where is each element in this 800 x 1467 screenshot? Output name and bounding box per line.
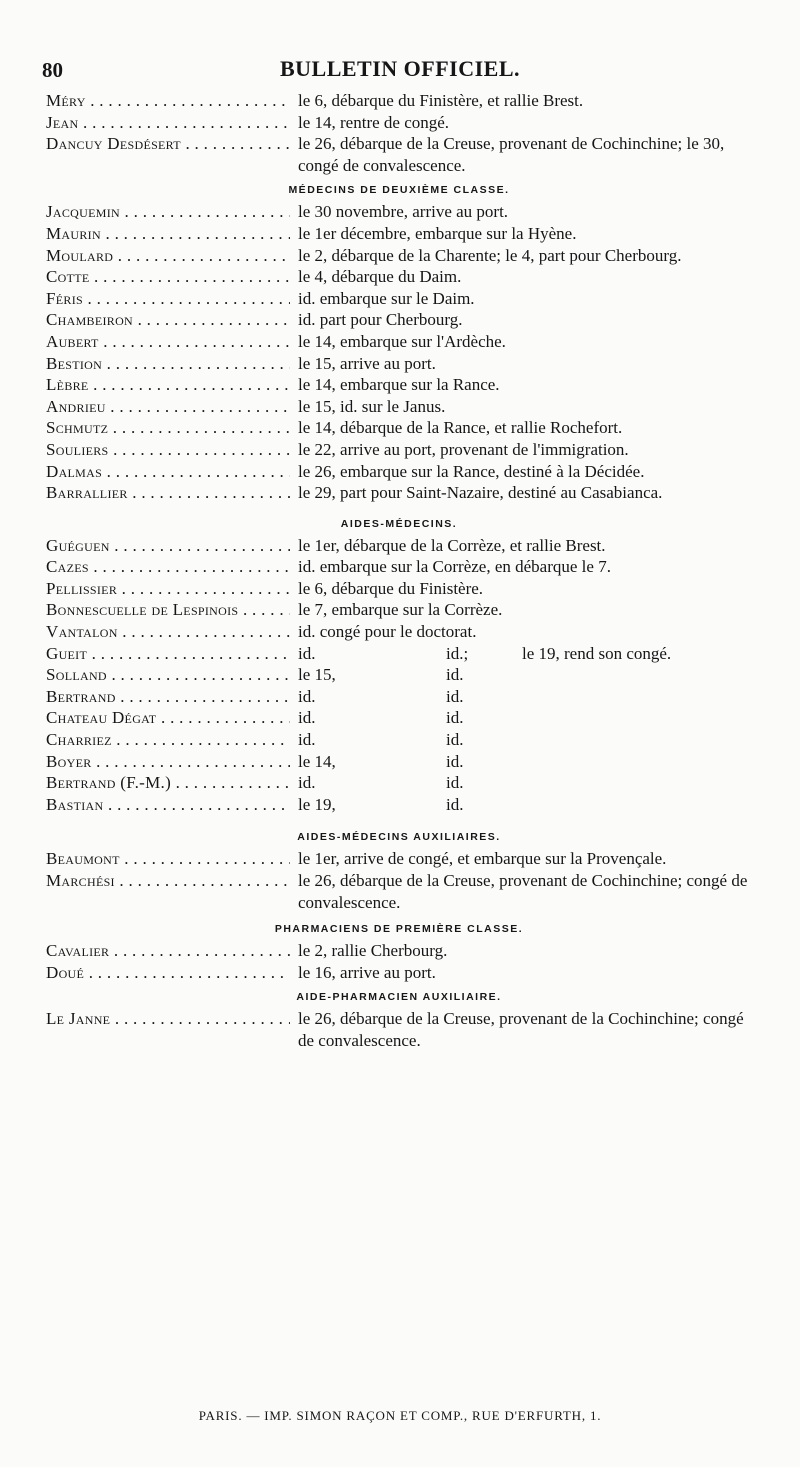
personnel-entry — [46, 133, 752, 176]
entry-description: le 14, embarque sur l'Ardèche. — [298, 331, 506, 351]
entries-block-3 — [46, 535, 752, 643]
entry-name — [46, 245, 290, 267]
entry-name — [46, 201, 290, 223]
entry-description: le 15, id. sur le Janus. — [298, 396, 446, 416]
personnel-entry — [46, 772, 752, 794]
personnel-entry — [46, 439, 752, 461]
entry-name — [46, 664, 290, 686]
section-heading: PHARMACIENS DE PREMIÈRE CLASSE. — [274, 923, 524, 936]
entry-name — [46, 870, 290, 892]
entry-name-text: Bonnescuelle de Lespinois . . . — [46, 600, 290, 619]
personnel-entry — [46, 396, 752, 418]
entry-date: id. — [298, 730, 316, 750]
entries-block-6 — [46, 1008, 752, 1051]
entries-block-2 — [46, 201, 752, 503]
entry-name-text: Jean . . . — [46, 113, 290, 132]
entry-name-text: Charriez . . . — [46, 730, 290, 749]
entry-name-text: Cotte . . . — [46, 267, 290, 286]
personnel-entry — [46, 794, 752, 816]
entry-name — [46, 288, 290, 310]
entry-description: le 15, arrive au port. — [298, 353, 436, 373]
entry-name-text: Souliers . . . — [46, 440, 290, 459]
entry-name-text: Féris . . . — [46, 289, 290, 308]
entries-block-5 — [46, 940, 752, 983]
entry-description — [290, 794, 752, 816]
entry-name-text: Bestion . . . — [46, 354, 290, 373]
personnel-entry — [46, 353, 752, 375]
entry-action: id. — [446, 730, 464, 750]
entry-date: id. — [298, 686, 316, 706]
entry-name-text: Doué . . . — [46, 963, 290, 982]
entry-description — [290, 729, 752, 751]
personnel-entry — [46, 461, 752, 483]
entry-name-text: Andrieu . . . — [46, 397, 290, 416]
entry-date: le 19, — [298, 794, 336, 814]
personnel-entry — [46, 962, 752, 984]
entry-description: le 30 novembre, arrive au port. — [298, 202, 509, 222]
entry-description: le 1er, débarque de la Corrèze, et rallie Brest. — [298, 535, 606, 555]
entry-name-text: Bastian . . . — [46, 795, 290, 814]
entry-action: id. — [446, 751, 464, 771]
entry-name — [46, 223, 290, 245]
personnel-entry — [46, 331, 752, 353]
entry-name-text: Moulard . . . — [46, 246, 290, 265]
entry-description: le 16, arrive au port. — [298, 962, 436, 982]
entry-name — [46, 439, 290, 461]
personnel-entry — [46, 707, 752, 729]
entry-name — [46, 535, 290, 557]
entry-name-text: Le Janne . . . — [46, 1009, 290, 1028]
entry-name — [46, 643, 290, 665]
section-heading: AIDES-MÉDECINS. — [340, 517, 458, 530]
entry-description: id. embarque sur la Corrèze, en débarque le 7. — [298, 557, 611, 577]
entry-name-text: Solland . . . — [46, 665, 290, 684]
entry-name — [46, 772, 290, 794]
personnel-entry — [46, 482, 752, 504]
entry-name-text: Méry . . . — [46, 91, 290, 110]
personnel-entry — [46, 686, 752, 708]
personnel-entry — [46, 201, 752, 223]
entry-description — [290, 707, 752, 729]
entry-name — [46, 331, 290, 353]
entry-description — [290, 686, 752, 708]
personnel-entry — [46, 417, 752, 439]
entry-description: le 1er décembre, embarque sur la Hyène. — [298, 223, 577, 243]
entry-description: le 29, part pour Saint-Nazaire, destiné au Casabianca. — [298, 483, 663, 503]
entry-action: id.; — [446, 643, 469, 663]
entry-name-text: Barrallier . . . — [46, 483, 290, 502]
entry-name — [46, 309, 290, 331]
entry-date: id. — [298, 773, 316, 793]
entry-name — [46, 962, 290, 984]
entry-name-text: Beaumont . . . — [46, 849, 290, 868]
entry-description: id. congé pour le doctorat. — [298, 622, 477, 642]
entries-block-1 — [46, 90, 752, 176]
entry-action: id. — [446, 708, 464, 728]
personnel-entry — [46, 729, 752, 751]
entry-date: id. — [298, 708, 316, 728]
entry-name-text: Jacquemin . . . — [46, 202, 290, 221]
entry-name — [46, 482, 290, 504]
personnel-entry — [46, 556, 752, 578]
entry-action: id. — [446, 794, 464, 814]
entry-description — [290, 751, 752, 773]
entry-name-text: Vantalon . . . — [46, 622, 290, 641]
entry-description: le 2, débarque de la Charente; le 4, part pour Cherbourg. — [298, 245, 682, 265]
personnel-entry — [46, 112, 752, 134]
entry-name — [46, 374, 290, 396]
personnel-entry — [46, 751, 752, 773]
entry-description: le 2, rallie Cherbourg. — [298, 941, 448, 961]
entries-block-4 — [46, 848, 752, 913]
entry-description — [290, 772, 752, 794]
page-number: 80 — [42, 58, 63, 82]
entry-action: id. — [446, 686, 464, 706]
entry-description: le 26, embarque sur la Rance, destiné à la Décidée. — [298, 461, 645, 481]
entry-name — [46, 621, 290, 643]
personnel-entry — [46, 664, 752, 686]
entry-name-text: Chambeiron . . . — [46, 310, 290, 329]
personnel-entry — [46, 599, 752, 621]
personnel-entry — [46, 223, 752, 245]
entry-description: id. part pour Cherbourg. — [298, 310, 463, 330]
entry-name — [46, 707, 290, 729]
entry-description: id. embarque sur le Daim. — [298, 288, 475, 308]
personnel-entry — [46, 309, 752, 331]
section-heading: MÉDECINS DE DEUXIÈME CLASSE. — [288, 184, 510, 197]
entry-name-text: Bertrand . . . — [46, 687, 290, 706]
running-title: BULLETIN OFFICIEL. — [279, 56, 521, 81]
personnel-entry — [46, 621, 752, 643]
personnel-entry — [46, 1008, 752, 1051]
entry-description: le 6, débarque du Finistère, et rallie Brest. — [298, 91, 584, 110]
entries-block-3-table — [46, 643, 752, 816]
entry-name-text: Chateau Dégat . . . — [46, 708, 290, 727]
entry-description: le 1er, arrive de congé, et embarque sur la Provençale. — [298, 849, 667, 869]
personnel-entry — [46, 870, 752, 913]
personnel-entry — [46, 848, 752, 870]
entry-name-text: Cazes . . . — [46, 557, 290, 576]
page-body — [46, 90, 752, 1052]
entry-action: id. — [446, 773, 464, 793]
entry-name-text: Dalmas . . . — [46, 462, 290, 481]
entry-name — [46, 353, 290, 375]
entry-description: le 14, rentre de congé. — [298, 112, 450, 132]
personnel-entry — [46, 245, 752, 267]
entry-name — [46, 1008, 290, 1030]
printer-footer: PARIS. — IMP. SIMON RAÇON ET COMP., RUE D'ERFURTH, 1. — [198, 1408, 602, 1423]
entry-name — [46, 461, 290, 483]
entry-name-text: Guéguen . . . — [46, 536, 290, 555]
entry-name-text: Lèbre . . . — [46, 375, 290, 394]
entry-description — [290, 643, 752, 665]
entry-name — [46, 729, 290, 751]
entry-name-text: Maurin . . . — [46, 224, 290, 243]
entry-description — [290, 664, 752, 686]
entry-description: le 7, embarque sur la Corrèze. — [298, 600, 503, 620]
personnel-entry — [46, 643, 752, 665]
entry-name — [46, 599, 290, 621]
entry-date: le 15, — [298, 665, 336, 685]
entry-name — [46, 751, 290, 773]
entry-name-text: Pellissier . . . — [46, 579, 290, 598]
personnel-entry — [46, 288, 752, 310]
entry-description: le 6, débarque du Finistère. — [298, 578, 484, 598]
entry-description: le 14, débarque de la Rance, et rallie Rochefort. — [298, 418, 623, 438]
entry-description: le 26, débarque de la Creuse, provenant de Cochinchine; congé de convalescence. — [298, 871, 748, 912]
personnel-entry — [46, 535, 752, 557]
personnel-entry — [46, 266, 752, 288]
entry-name — [46, 578, 290, 600]
entry-description: le 22, arrive au port, provenant de l'immigration. — [298, 439, 629, 459]
entry-name — [46, 848, 290, 870]
entry-name — [46, 940, 290, 962]
entry-name-text: Cavalier . . . — [46, 941, 290, 960]
entry-name — [46, 90, 290, 112]
entry-name — [46, 686, 290, 708]
personnel-entry — [46, 374, 752, 396]
section-heading: AIDE-PHARMACIEN AUXILIAIRE. — [296, 991, 502, 1004]
entry-name — [46, 133, 290, 155]
entry-name-text: Marchési . . . — [46, 871, 290, 890]
entry-description: le 26, débarque de la Creuse, provenant de la Cochinchine; congé de convalescence. — [298, 1009, 744, 1050]
entry-name-text: Bertrand (F.-M.) . . . — [46, 773, 290, 792]
entry-name — [46, 112, 290, 134]
entry-date: le 14, — [298, 751, 336, 771]
entry-name — [46, 266, 290, 288]
entry-description: le 26, débarque de la Creuse, provenant de Cochinchine; le 30, congé de convalescence. — [298, 134, 725, 175]
entry-action: id. — [446, 665, 464, 685]
personnel-entry — [46, 940, 752, 962]
entry-name-text: Gueit . . . — [46, 644, 290, 663]
entry-date: id. — [298, 643, 316, 663]
section-heading: AIDES-MÉDECINS AUXILIAIRES. — [297, 831, 501, 844]
entry-note: le 19, rend son congé. — [522, 643, 672, 663]
entry-name — [46, 794, 290, 816]
entry-name — [46, 556, 290, 578]
entry-name-text: Dancuy Desdésert . . . — [46, 134, 290, 153]
entry-description: le 14, embarque sur la Rance. — [298, 375, 500, 395]
entry-description: le 4, débarque du Daim. — [298, 267, 462, 287]
personnel-entry — [46, 578, 752, 600]
personnel-entry — [46, 90, 752, 112]
entry-name — [46, 417, 290, 439]
entry-name-text: Schmutz . . . — [46, 418, 290, 437]
entry-name — [46, 396, 290, 418]
entry-name-text: Boyer . . . — [46, 752, 290, 771]
entry-name-text: Aubert . . . — [46, 332, 290, 351]
